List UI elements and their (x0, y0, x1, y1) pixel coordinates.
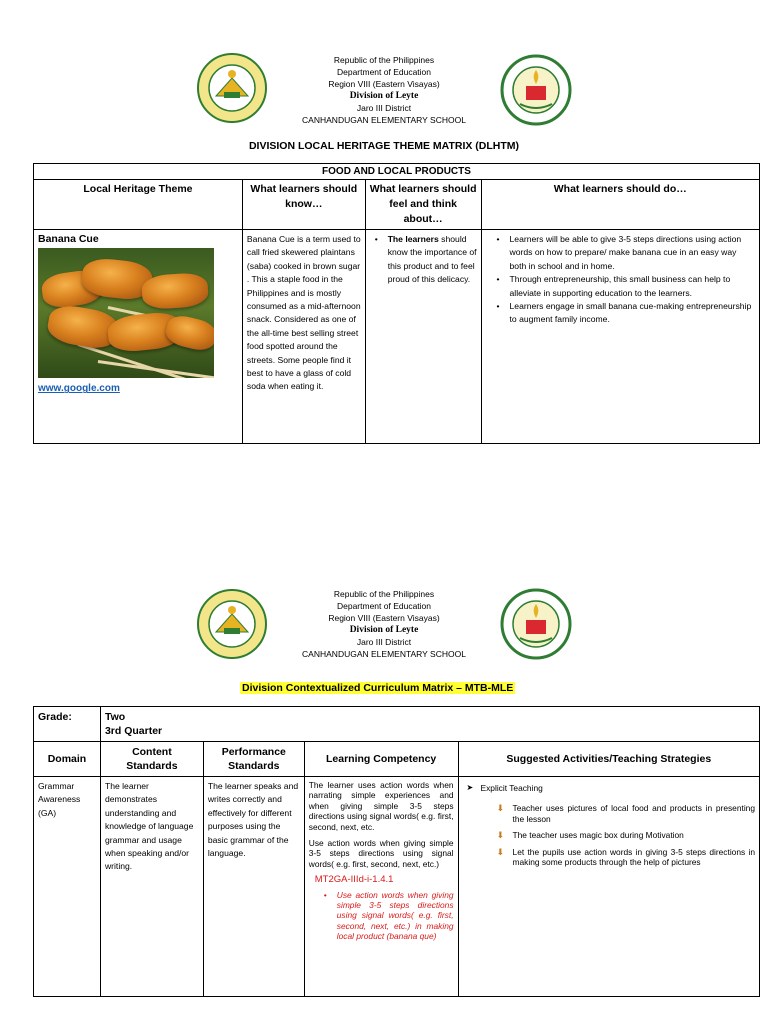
letterhead-division: Division of Leyte (349, 625, 419, 635)
header-suggested-activities: Suggested Activities/Teaching Strategies (458, 742, 759, 777)
feel-cell (365, 230, 481, 444)
source-link[interactable]: www.google.com (38, 383, 120, 395)
category-band: FOOD AND LOCAL PRODUCTS (34, 164, 760, 180)
quarter-value: 3rd Quarter (104, 725, 163, 737)
do-item: • Learners will be able to give 3-5 steps directions using action words on how to prepare/ make banana cue in an easy way both in school and in home. (494, 233, 755, 273)
suggested-activities-cell (458, 777, 759, 997)
know-cell: Banana Cue is a term used to call fried skewered plaintans (saba) cooked in brown sugar . This a staple food in the Philippines and is mostly consumed as a mid-afternoon snack. Considered as one of the all-time best selling street food spotted around the streets. Some people find it best to have a glass of cold soda when eating it. (242, 230, 365, 444)
letterhead-line: Region VIII (Eastern Visayas) (328, 79, 440, 89)
letterhead-line: Republic of the Philippines (333, 55, 435, 65)
letterhead-school: CANHANDUGAN ELEMENTARY SCHOOL (302, 115, 466, 125)
theme-cell (34, 230, 243, 444)
header-know: What learners should know… (242, 180, 365, 230)
do-item: • Learners engage in small banana cue-making entrepreneurship to augment family income. (494, 300, 755, 327)
strategy-main: ➤ Explicit Teaching (463, 783, 755, 793)
competency-text: Use action words when giving simple 3-5 steps directions using signal words( e.g. first, second, next, etc.) (308, 838, 454, 869)
domain-cell: Grammar Awareness (GA) (34, 777, 101, 997)
header-do: What learners should do… (481, 180, 759, 230)
grade-value-cell (100, 707, 759, 742)
header-performance-standards: Performance Standards (203, 742, 304, 777)
curriculum-matrix-table (33, 706, 760, 997)
feel-item (372, 233, 477, 287)
performance-standards-cell: The learner speaks and writes correctly and effectively for different purposes using the basic grammar of the language. (203, 777, 304, 997)
grade-label: Grade: (34, 707, 101, 742)
feel-text: should know the importance of this product and to feel proud of this delicacy. (387, 234, 477, 285)
header-learning-competency: Learning Competency (304, 742, 458, 777)
competency-code: MT2GA-IIId-i-1.4.1 (314, 874, 394, 886)
letterhead-line: Department of Education (336, 67, 432, 77)
canhandugan-school-seal (500, 54, 572, 126)
competency-text: The learner uses action words when narrating simple experiences and when giving simple 3-5 steps directions using signal words( e.g. first, second, next, etc. (308, 780, 454, 832)
curriculum-matrix-title: Division Contextualized Curriculum Matrix – MTB-MLE (242, 682, 514, 694)
letterhead-school: CANHANDUGAN ELEMENTARY SCHOOL (302, 649, 466, 659)
do-cell (481, 230, 759, 444)
division-of-leyte-seal (196, 588, 268, 660)
learning-competency-cell (304, 777, 458, 997)
strategy-item: ⬇ The teacher uses magic box during Motivation (463, 830, 755, 840)
letterhead (260, 588, 508, 660)
matrix-title: DIVISION LOCAL HERITAGE THEME MATRIX (DLHTM) (248, 140, 520, 152)
letterhead-line: Region VIII (Eastern Visayas) (328, 613, 440, 623)
feel-bold: The learners (387, 234, 439, 244)
header-domain: Domain (34, 742, 101, 777)
letterhead-division: Division of Leyte (349, 91, 419, 101)
letterhead-line: Jaro III District (356, 103, 412, 113)
header-content-standards: Content Standards (100, 742, 203, 777)
letterhead-line: Department of Education (336, 601, 432, 611)
letterhead (260, 54, 508, 126)
heritage-theme-table (33, 163, 760, 444)
division-of-leyte-seal (196, 52, 268, 124)
canhandugan-school-seal (500, 588, 572, 660)
competency-red-item: • Use action words when giving simple 3-5 steps directions using signal words( e.g. first, second, next, etc.) in making local product (banana que) (321, 890, 454, 942)
header-feel: What learners should feel and think about… (365, 180, 481, 230)
letterhead-line: Republic of the Philippines (333, 589, 435, 599)
strategy-item: ⬇ Teacher uses pictures of local food and products in presenting the lesson (463, 803, 755, 824)
theme-name: Banana Cue (38, 233, 99, 245)
do-item: • Through entrepreneurship, this small business can help to alleviate in supporting education to the learners. (494, 273, 755, 300)
grade-value: Two (104, 711, 126, 723)
strategy-item: ⬇ Let the pupils use action words in giving 3-5 steps directions in making some products through the help of pictures (463, 847, 755, 868)
banana-cue-photo (38, 248, 214, 378)
content-standards-cell: The learner demonstrates understanding and knowledge of language grammar and usage when speaking and/or writing. (100, 777, 203, 997)
header-theme: Local Heritage Theme (34, 180, 243, 230)
letterhead-line: Jaro III District (356, 637, 412, 647)
